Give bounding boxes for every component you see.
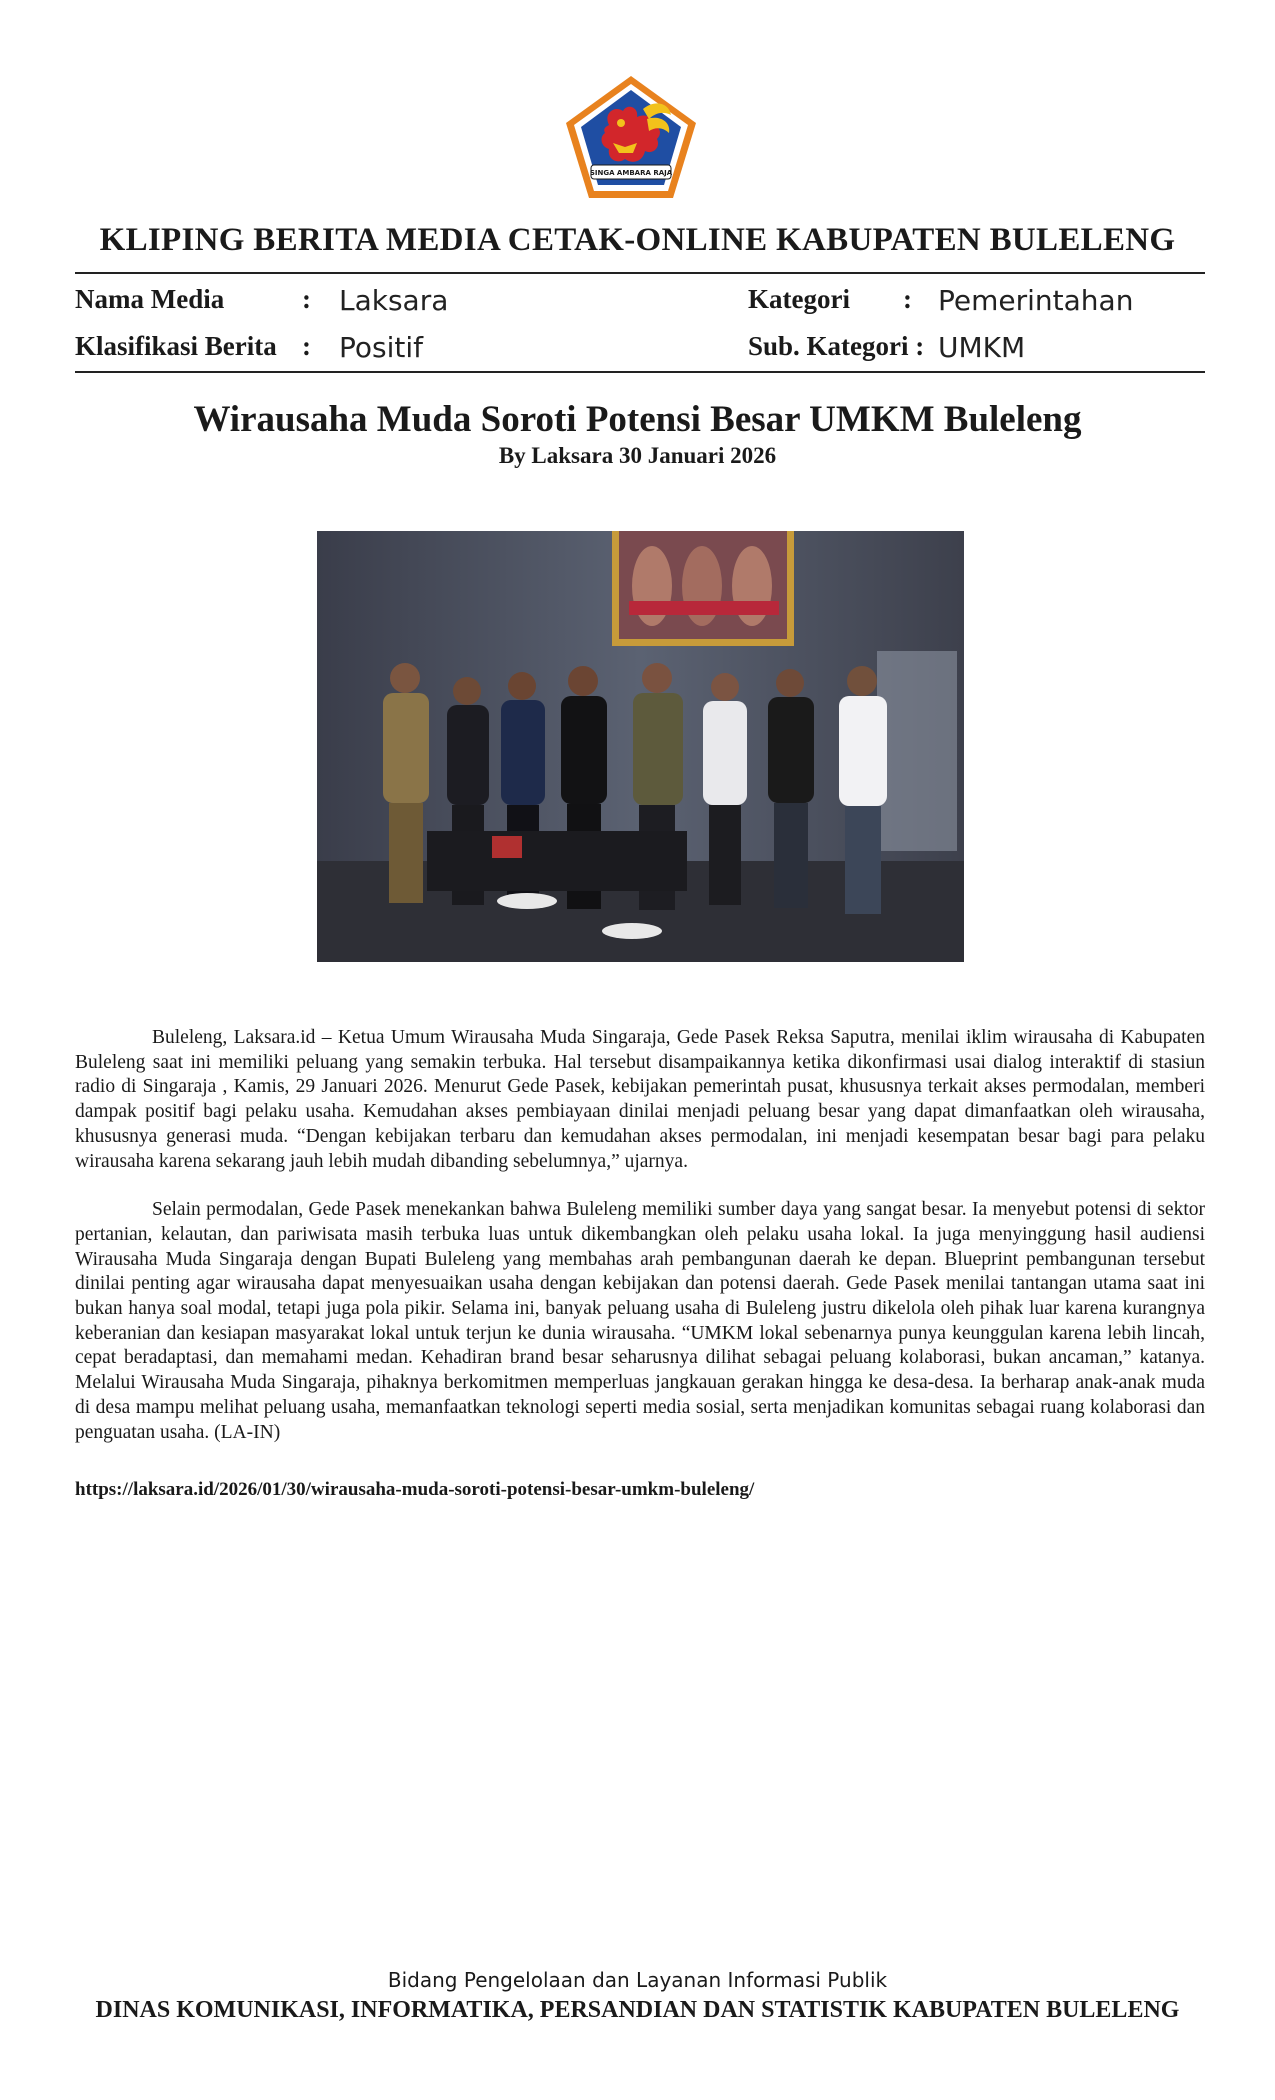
source-url-link[interactable]: https://laksara.id/2026/01/30/wirausaha-muda-soroti-potensi-besar-umkm-buleleng/: [75, 1479, 755, 1500]
article-photo: [317, 531, 964, 962]
classification-label: Klasifikasi Berita: [75, 331, 277, 361]
article-body: [75, 1026, 1205, 1469]
category-colon: :: [903, 284, 912, 314]
header-rule-top: [75, 272, 1205, 274]
article-paragraph-1: Buleleng, Laksara.id – Ketua Umum Wirausaha Muda Singaraja, Gede Pasek Reksa Saputra, menilai iklim wirausaha di Kabupaten Buleleng saat ini memiliki peluang yang semakin terbuka. Hal tersebut disampaikannya ketika dikonfirmasi usai dialog interaktif di stasiun radio di Singaraja , Kamis, 29 Januari 2026. Menurut Gede Pasek, kebijakan pemerintah pusat, khususnya terkait akses permodalan, memberi dampak positif bagi pelaku usaha. Kemudahan akses pembiayaan dinilai menjadi peluang besar yang dapat dimanfaatkan oleh wirausaha, khususnya generasi muda. “Dengan kebijakan terbaru dan kemudahan akses permodalan, ini menjadi kesempatan besar bagi para pelaku wirausaha karena sekarang jauh lebih mudah dibanding sebelumnya,” ujarnya.: [75, 1027, 1205, 1172]
footer-department-name: DINAS KOMUNIKASI, INFORMATIKA, PERSANDIAN DAN STATISTIK KABUPATEN BULELENG: [95, 1997, 1180, 2023]
category-value: Pemerintahan: [938, 284, 1134, 317]
classification-colon: :: [302, 331, 311, 361]
media-name-value: Laksara: [339, 284, 449, 317]
article-paragraph-2: Selain permodalan, Gede Pasek menekankan bahwa Buleleng memiliki sumber daya yang sangat besar. Ia menyebut potensi di sektor pertanian, kelautan, dan pariwisata masih terbuka luas untuk dikembangkan oleh pelaku usaha lokal. Ia juga menyinggung hasil audiensi Wirausaha Muda Singaraja dengan Bupati Buleleng yang membahas arah pembangunan daerah ke depan. Blueprint pembangunan tersebut dinilai penting agar wirausaha dapat menyesuaikan usaha dengan kebijakan dan potensi daerah. Gede Pasek menilai tantangan utama saat ini bukan hanya soal modal, tetapi juga pola pikir. Selama ini, banyak peluang usaha di Buleleng justru dikelola oleh pihak luar karena kurangnya keberanian dan kesiapan masyarakat lokal untuk terjun ke dunia wirausaha. “UMKM lokal sebenarnya punya keunggulan karena lebih lincah, cepat beradaptasi, dan memahami medan. Kehadiran brand besar seharusnya dilihat sebagai peluang kolaborasi, bukan ancaman,” katanya. Melalui Wirausaha Muda Singaraja, pihaknya berkomitmen memperluas jangkauan gerakan hingga ke desa-desa. Ia berharap anak-anak muda di desa mampu melihat peluang usaha, memanfaatkan teknologi seperti media sosial, serta menjadikan komunitas sebagai ruang kolaborasi dan penguatan usaha. (LA-IN): [75, 1199, 1205, 1443]
media-name-colon: :: [302, 284, 311, 314]
logo-banner-text: SINGA AMBARA RAJA: [589, 169, 673, 177]
header-rule-bottom: [75, 371, 1205, 373]
subcategory-value: UMKM: [938, 331, 1026, 364]
footer-unit-name: Bidang Pengelolaan dan Layanan Informasi Publik: [387, 1968, 888, 1992]
buleleng-crest-logo: [563, 73, 699, 201]
article-headline: Wirausaha Muda Soroti Potensi Besar UMKM Buleleng: [193, 399, 1082, 440]
subcategory-label: Sub. Kategori :: [748, 331, 925, 361]
clipping-title: KLIPING BERITA MEDIA CETAK-ONLINE KABUPATEN BULELENG: [99, 222, 1176, 258]
classification-value: Positif: [339, 331, 423, 364]
category-label: Kategori: [748, 284, 850, 314]
article-byline: By Laksara 30 Januari 2026: [498, 443, 777, 468]
media-name-label: Nama Media: [75, 284, 225, 314]
